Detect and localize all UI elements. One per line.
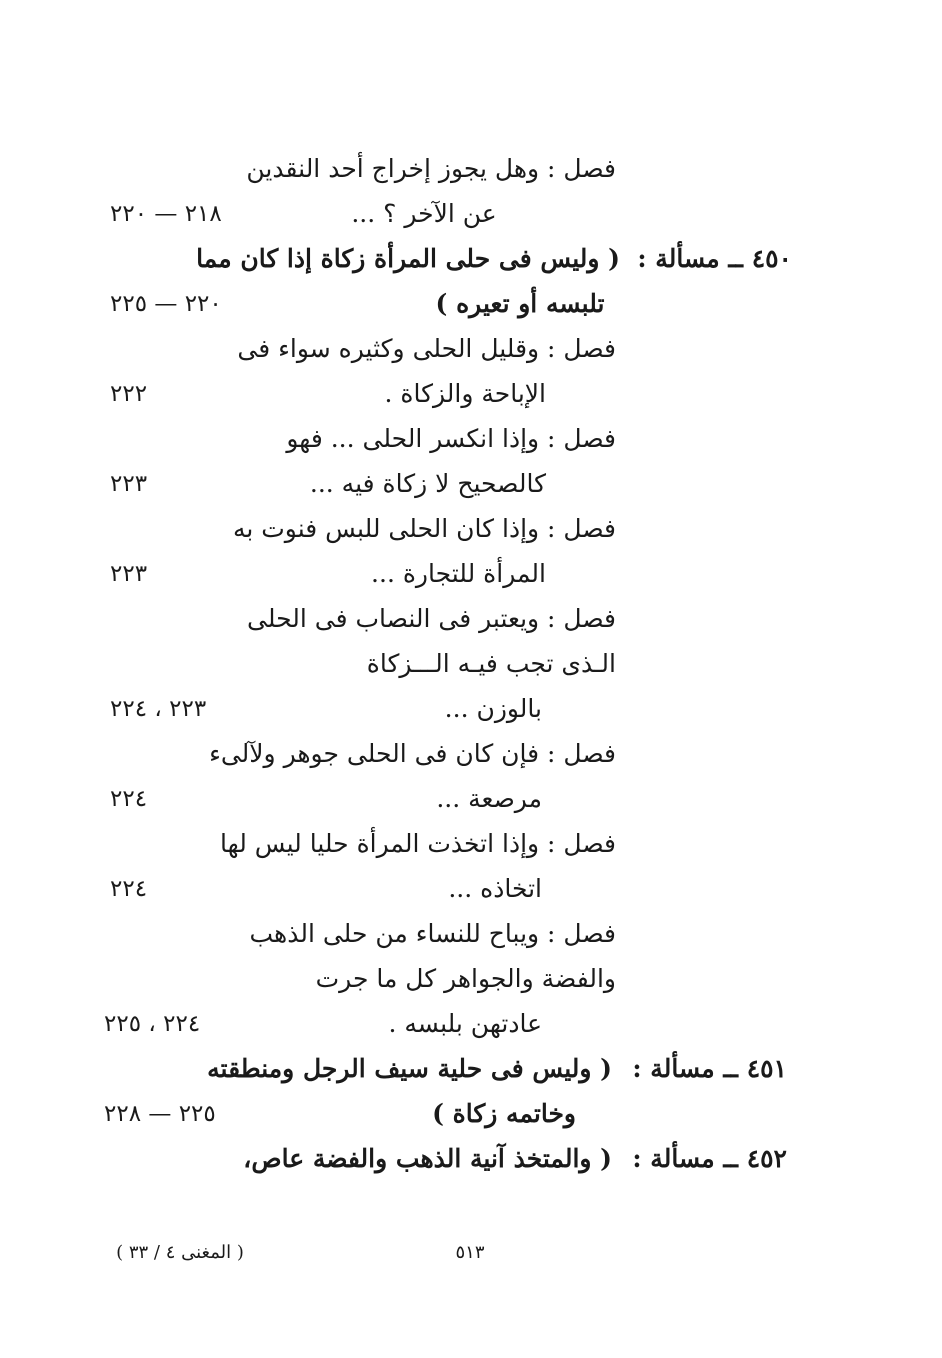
page-ref: ٢٢٣ ، ٢٢٤ — [110, 696, 207, 722]
entry-text: عن الآخر ؟ ... — [351, 199, 497, 228]
page-ref: ٢٢٢ — [110, 381, 148, 407]
entry-text: بالوزن ... — [444, 694, 542, 723]
index-line — [0, 686, 942, 732]
entry-text: تلبسه أو تعيره ) — [435, 289, 605, 318]
entry-text: فصل : ويباح للنساء من حلى الذهب — [249, 919, 616, 948]
index-line — [0, 146, 942, 192]
issue-prefix: ٤٥٠ ــ مسألة : — [637, 244, 792, 273]
index-line — [0, 956, 942, 1002]
issue-prefix: ٤٥٢ ــ مسألة : — [632, 1144, 787, 1173]
page-ref: ٢١٨ — ٢٢٠ — [110, 201, 222, 227]
index-line — [0, 1001, 942, 1047]
page-ref: ٢٢٤ — [110, 786, 148, 812]
entry-text: فصل : وقليل الحلى وكثيره سواء فى — [237, 334, 616, 363]
entry-text: فصل : وهل يجوز إخراج أحد النقدين — [246, 154, 616, 183]
index-line — [0, 911, 942, 957]
entry-text: عادتهن بلبسه . — [388, 1009, 542, 1038]
entry-text: ( وليس فى حلية سيف الرجل ومنطقته — [207, 1054, 612, 1083]
entry-text: وخاتمه زكاة ) — [432, 1099, 576, 1128]
index-line — [0, 596, 942, 642]
entry-text: كالصحيح لا زكاة فيه ... — [309, 469, 546, 498]
index-line — [0, 776, 942, 822]
entry-text: المرأة للتجارة ... — [371, 559, 546, 588]
entry-text: فصل : وإذا انكسر الحلى ... فهو — [286, 424, 616, 453]
page-ref: ٢٢٤ — [110, 876, 148, 902]
entry-text: فصل : ويعتبر فى النصاب فى الحلى — [247, 604, 616, 633]
page-ref: ٢٢٣ — [110, 471, 148, 497]
index-line — [0, 551, 942, 597]
entry-text: الـذى تجب فيـه الـــزكاة — [366, 649, 616, 678]
entry-text: الإباحة والزكاة . — [384, 379, 546, 408]
index-line — [0, 506, 942, 552]
page-ref: ٢٢٤ ، ٢٢٥ — [104, 1011, 201, 1037]
index-line — [0, 1091, 942, 1137]
page-ref: ٢٢٣ — [110, 561, 148, 587]
index-line — [0, 416, 942, 462]
entry-text: والفضة والجواهر كل ما جرت — [315, 964, 616, 993]
index-line — [0, 236, 942, 282]
entry-text: مرصعة ... — [436, 784, 542, 813]
entry-text: ( وليس فى حلى المرأة زكاة إذا كان مما — [196, 244, 620, 273]
entry-text: فصل : فإن كان فى الحلى جوهر ولآلىء — [209, 739, 616, 768]
index-line — [0, 281, 942, 327]
entry-text: اتخاذه ... — [448, 874, 542, 903]
signature-mark: ( المغنى ٤ / ٣٣ ) — [116, 1242, 244, 1263]
index-line — [0, 731, 942, 777]
page-ref: ٢٢٥ — ٢٢٨ — [104, 1101, 216, 1127]
index-line — [0, 461, 942, 507]
issue-prefix: ٤٥١ ــ مسألة : — [632, 1054, 787, 1083]
entry-text: فصل : وإذا اتخذت المرأة حليا ليس لها — [220, 829, 616, 858]
index-line — [0, 866, 942, 912]
index-line — [0, 641, 942, 687]
index-line — [0, 1136, 942, 1182]
entry-text: ( والمتخذ آنية الذهب والفضة عاص، — [243, 1144, 612, 1173]
page-number: ٥١٣ — [455, 1242, 485, 1263]
index-line — [0, 326, 942, 372]
index-line — [0, 191, 942, 237]
page-ref: ٢٢٠ — ٢٢٥ — [110, 291, 222, 317]
index-line — [0, 1046, 942, 1092]
index-line — [0, 371, 942, 417]
index-line — [0, 821, 942, 867]
entry-text: فصل : وإذا كان الحلى للبس فنوت به — [232, 514, 616, 543]
